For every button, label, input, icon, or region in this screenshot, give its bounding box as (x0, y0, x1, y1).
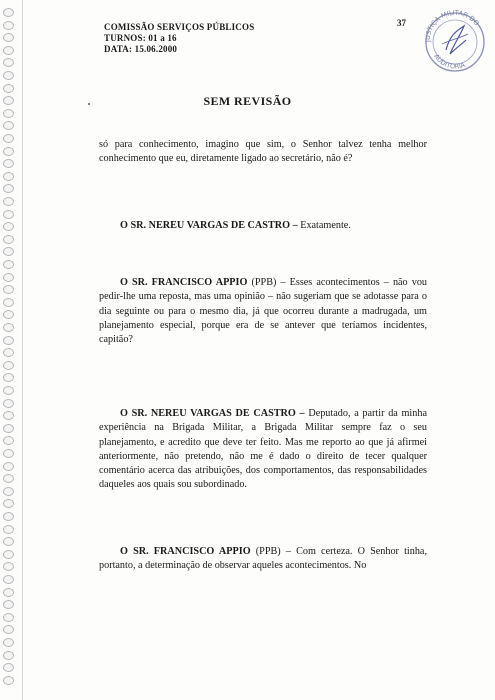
binding-hole (3, 386, 14, 395)
paragraph-1 (99, 138, 427, 167)
binding-hole (3, 562, 14, 571)
binding-hole (3, 336, 14, 345)
binding-hole (3, 676, 14, 685)
paragraph-3-speaker: O SR. FRANCISCO APPIO (120, 277, 248, 288)
auditoria-seal-icon (420, 4, 488, 76)
binding-hole (3, 222, 14, 231)
binding-hole (3, 449, 14, 458)
binding-hole (3, 58, 14, 67)
binding-hole (3, 210, 14, 219)
binding-hole (3, 84, 14, 93)
binding-hole (3, 588, 14, 597)
binding-hole (3, 235, 14, 244)
binding-hole (3, 436, 14, 445)
binding-hole (3, 109, 14, 118)
binding-hole (3, 46, 14, 55)
binding-hole (3, 373, 14, 382)
binding-hole (3, 613, 14, 622)
binding-hole (3, 310, 14, 319)
seal-top-text: JUSTIÇA MILITAR DO (423, 8, 481, 43)
binding-hole (3, 348, 14, 357)
svg-text:AUDITORIA (432, 53, 466, 71)
paragraph-1-text: só para conhecimento, imagino que sim, o Senhor talvez tenha melhor conhecimento que eu, diretamente ligado ao secretário, não é? (99, 139, 427, 165)
binding-hole (3, 424, 14, 433)
binding-hole (3, 600, 14, 609)
page-title: SEM REVISÃO (203, 94, 292, 108)
binding-hole (3, 638, 14, 647)
binding-hole (3, 625, 14, 634)
paragraph-2-speaker: O SR. NEREU VARGAS DE CASTRO – (120, 220, 298, 231)
binding-hole (3, 550, 14, 559)
binding-hole (3, 525, 14, 534)
binding-hole (3, 184, 14, 193)
binding-hole (3, 247, 14, 256)
binding-hole (3, 147, 14, 156)
paragraph-5 (99, 545, 427, 574)
svg-text:JUSTIÇA MILITAR DO (424, 9, 481, 43)
binding-hole (3, 298, 14, 307)
binding-hole (3, 21, 14, 30)
paragraph-4 (99, 407, 427, 493)
paragraph-5-text: (PPB) – Com certeza. O Senhor tinha, portanto, a determinação de observar aqueles acontecimentos. No (99, 546, 428, 572)
seal-bottom-text: AUDITORIA (432, 52, 467, 71)
page-number: 37 (397, 18, 406, 28)
binding-hole (3, 474, 14, 483)
binding-hole (3, 575, 14, 584)
binding-hole (3, 411, 14, 420)
paragraph-2 (99, 219, 427, 233)
binding-hole (3, 462, 14, 471)
binding-hole (3, 159, 14, 168)
binding-hole (3, 134, 14, 143)
header-date: DATA: 15.06.2000 (104, 44, 178, 54)
paragraph-4-text: Deputado, a partir da minha experiência na Brigada Militar, a Brigada Militar sempre faz o seu planejamento, e acredito que deve ter feito. Mas me reporto ao que já afirmei anteriormente, não pretendo, não me é dado o direito de tecer qualquer comentário acerca das atribuições, dos comportamentos, das responsabilidades daqueles aos quais sou subordinado. (99, 408, 427, 491)
binding-hole (3, 121, 14, 130)
binding-hole (3, 323, 14, 332)
binding-hole (3, 8, 14, 17)
paragraph-2-text: Exatamente. (297, 220, 351, 231)
document-header (104, 22, 254, 55)
paragraph-3 (99, 276, 427, 347)
header-commission: COMISSÃO SERVIÇOS PÚBLICOS (104, 22, 255, 32)
binding-hole (3, 537, 14, 546)
binding-hole (3, 663, 14, 672)
binding-hole (3, 273, 14, 282)
binding-hole (3, 499, 14, 508)
spiral-binding (3, 8, 15, 698)
binding-hole (3, 361, 14, 370)
speck (88, 103, 90, 105)
paragraph-5-speaker: O SR. FRANCISCO APPIO (120, 546, 251, 557)
binding-hole (3, 487, 14, 496)
binding-hole (3, 399, 14, 408)
binding-hole (3, 172, 14, 181)
binding-hole (3, 197, 14, 206)
binding-hole (3, 33, 14, 42)
paragraph-3-text: (PPB) – Esses acontecimentos – não vou pedir-lhe uma reposta, mas uma opinião – não sugeriam que se adotasse para o dia seguinte ou para o mesmo dia, já que ocorreu durante a madrugada, um planejamento especial, porque era de se antever que teríamos incidentes, capitão? (99, 277, 428, 346)
paragraph-4-speaker: O SR. NEREU VARGAS DE CASTRO – (120, 408, 305, 419)
header-shifts: TURNOS: 01 a 16 (104, 33, 177, 43)
binding-hole (3, 651, 14, 660)
binding-hole (3, 512, 14, 521)
binding-hole (3, 285, 14, 294)
binding-hole (3, 260, 14, 269)
binding-hole (3, 71, 14, 80)
